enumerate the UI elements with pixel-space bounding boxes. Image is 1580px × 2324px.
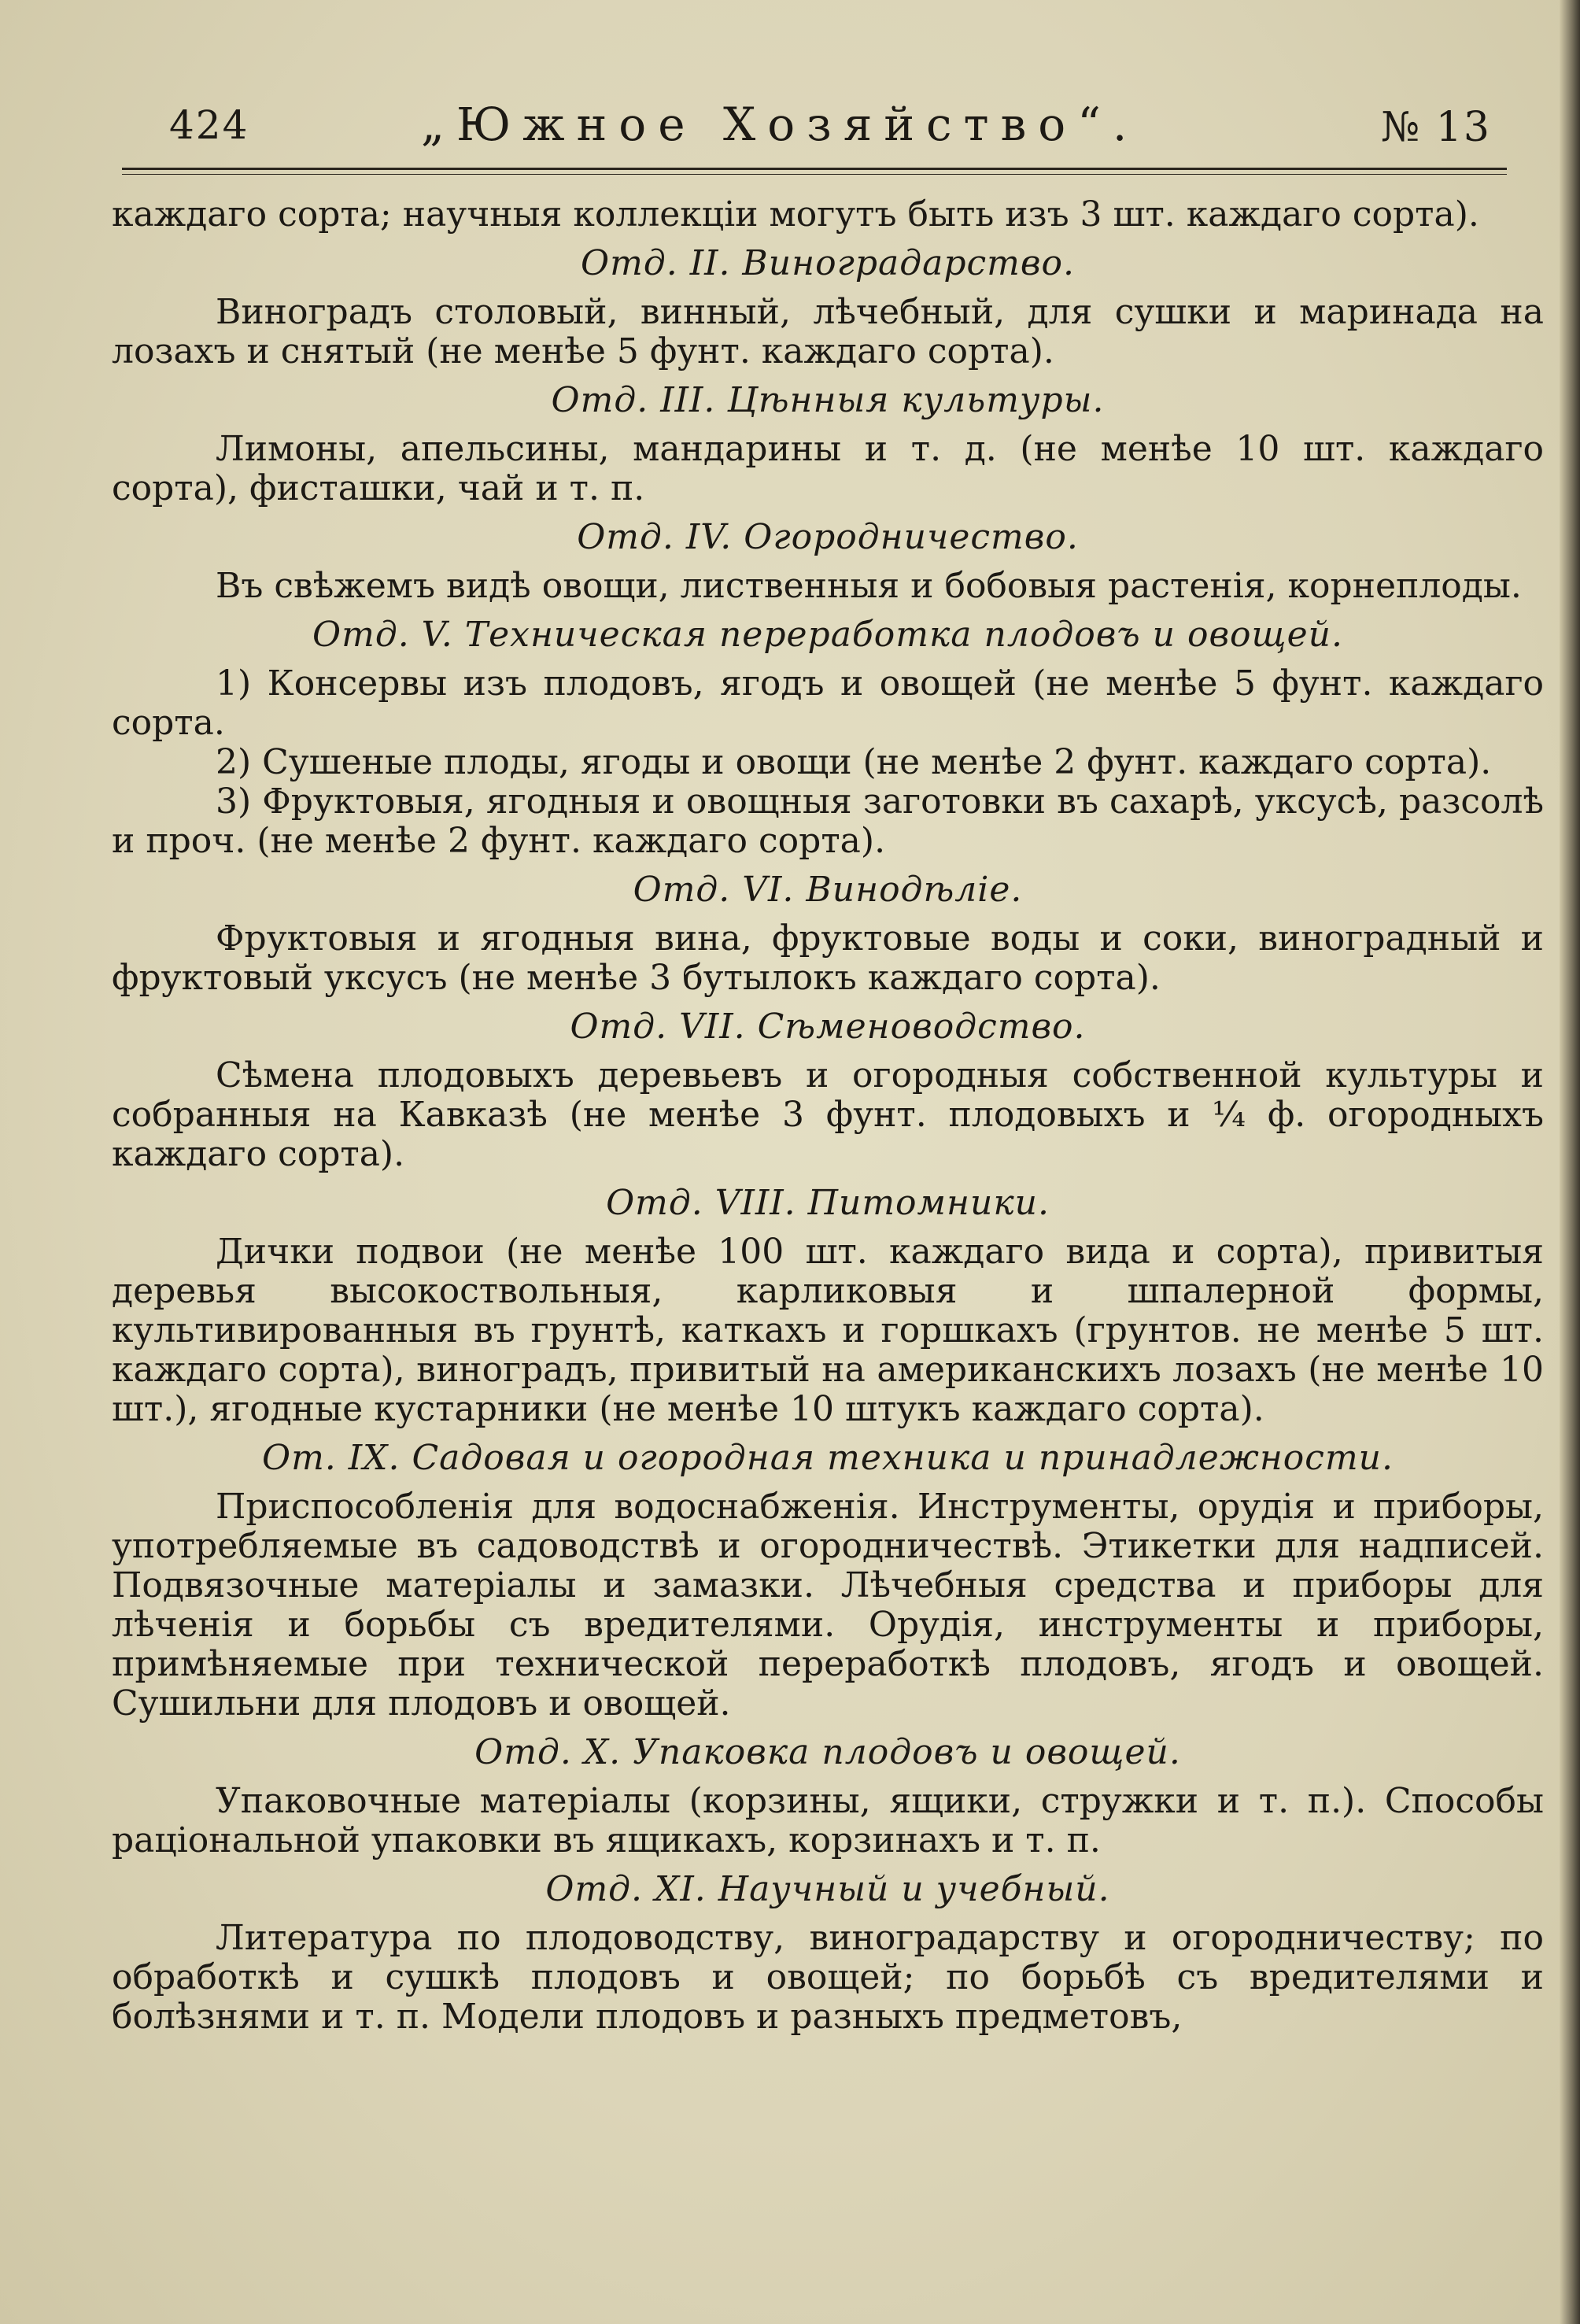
section-paragraph: Виноградъ столовый, винный, лѣчебный, для сушки и маринада на лозахъ и снятый (не менѣе 5 фунт. каждаго сорта). (112, 292, 1544, 371)
section-paragraph: Лимоны, апельсины, мандарины и т. д. (не менѣе 10 шт. каждаго сорта), фисташки, чай и т. п. (112, 429, 1544, 508)
journal-title: „Южное Хозяйство“. (421, 98, 1139, 151)
page-edge-shadow (1560, 0, 1580, 2324)
section-heading: Отд. V. Техническая переработка плодовъ и овощей. (312, 615, 1343, 655)
section-heading: Отд. XI. Научный и учебный. (545, 1869, 1110, 1909)
section-heading: Отд. IV. Огородничество. (577, 517, 1079, 557)
section-paragraph: Дички подвои (не менѣе 100 шт. каждаго вида и сорта), привитыя деревья высокоствольныя, карликовыя и шпалерной формы, культивированныя въ грунтѣ, каткахъ и горшкахъ (грунтов. не менѣе 5 шт. каждаго сорта), виноградъ, привитый на американскихъ лозахъ (не менѣе 10 шт.), ягодные кустарники (не менѣе 10 штукъ каждаго сорта). (112, 1232, 1544, 1429)
section-paragraph: Приспособленія для водоснабженія. Инструменты, орудія и приборы, употребляемые въ садоводствѣ и огородничествѣ. Этикетки для надписей. Подвязочные матеріалы и замазки. Лѣчебныя средства и приборы для лѣченія и борьбы съ вредителями. Орудія, инструменты и приборы, примѣняемые при технической переработкѣ плодовъ, ягодъ и овощей. Сушильни для плодовъ и овощей. (112, 1487, 1544, 1724)
section-paragraph: Литература по плодоводству, виноградарству и огородничеству; по обработкѣ и сушкѣ плодовъ и овощей; по борьбѣ съ вредителями и болѣзнями и т. п. Модели плодовъ и разныхъ предметовъ, (112, 1918, 1544, 2037)
section-heading: Отд. II. Виноградарство. (581, 243, 1075, 283)
section-paragraph: Фруктовыя и ягодныя вина, фруктовые воды и соки, виноградный и фруктовый уксусъ (не менѣе 3 бутылокъ каждаго сорта). (112, 918, 1544, 998)
section-heading: Отд. III. Цѣнныя культуры. (551, 380, 1105, 420)
running-header (122, 98, 1507, 165)
header-rule-thin (122, 174, 1507, 175)
section-heading: Отд. X. Упаковка плодовъ и овощей. (474, 1732, 1181, 1772)
section-paragraph: Сѣмена плодовыхъ деревьевъ и огородныя собственной культуры и собранныя на Кавказѣ (не менѣе 3 фунт. плодовыхъ и ¼ ф. огородныхъ каждаго сорта). (112, 1055, 1544, 1174)
page-body (112, 195, 1544, 2037)
numbered-item: 2) Сушеные плоды, ягоды и овощи (не менѣе 2 фунт. каждаго сорта). (216, 742, 1492, 782)
numbered-item: 3) Фруктовыя, ягодныя и овощныя заготовки въ сахарѣ, уксусѣ, разсолѣ и проч. (не менѣе 2 фунт. каждаго сорта). (112, 781, 1544, 861)
section-heading: От. IX. Садовая и огородная техника и принадлежности. (262, 1438, 1394, 1478)
header-rule (122, 168, 1507, 170)
section-paragraph: Упаковочные матеріалы (корзины, ящики, стружки и т. п.). Способы раціональной упаковки въ ящикахъ, корзинахъ и т. п. (112, 1781, 1544, 1860)
continuation-paragraph: каждаго сорта; научныя коллекціи могутъ быть изъ 3 шт. каждаго сорта). (112, 194, 1479, 235)
issue-number: № 13 (1381, 104, 1491, 151)
section-heading: Отд. VI. Винодѣліе. (633, 870, 1023, 910)
section-heading: Отд. VII. Сѣменоводство. (570, 1007, 1086, 1047)
section-heading: Отд. VIII. Питомники. (606, 1183, 1050, 1223)
section-paragraph: Въ свѣжемъ видѣ овощи, лиственныя и бобовыя растенія, корнеплоды. (216, 566, 1522, 606)
page-number: 424 (169, 102, 249, 148)
numbered-item: 1) Консервы изъ плодовъ, ягодъ и овощей (не менѣе 5 фунт. каждаго сорта. (112, 663, 1544, 743)
